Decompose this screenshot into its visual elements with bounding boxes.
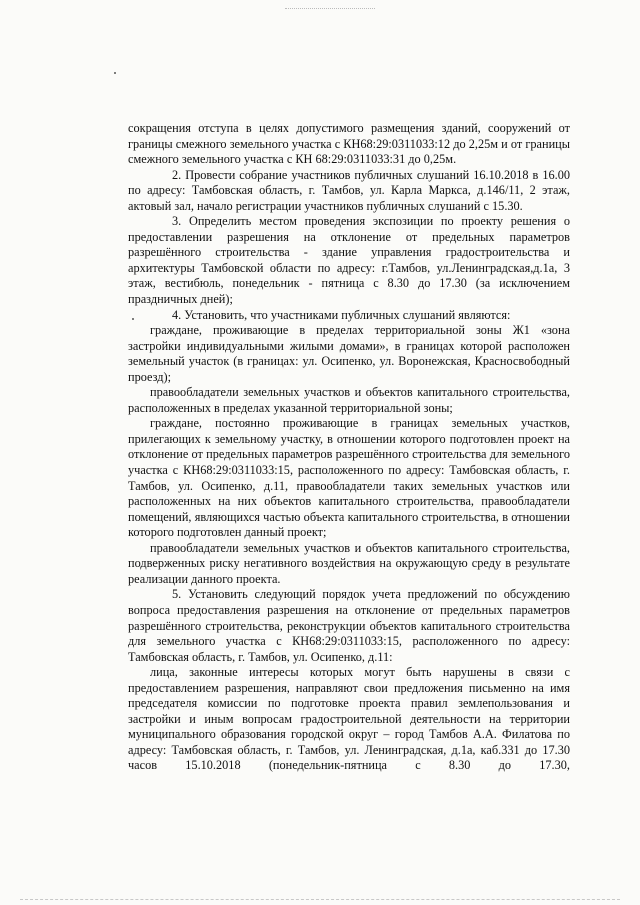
- paragraph-participants-adjacent: граждане, постоянно проживающие в границах земельных участков, прилегающих к земельному участку, в отношении которого подготовлен проект на отклонение от предельных параметров разрешённого строительства для земельного участка с КН68:29:0311033:15, расположенного по адресу: Тамбовская область, г. Тамбов, ул. Осипенко, д.11, правообладатели таких земельных участков или расположенных на них объектов капитального строительства, правообладатели помещений, являющихся частью объекта капитального строительства, в отношении которого подготовлен данный проект;: [128, 416, 570, 540]
- document-body: [128, 121, 570, 774]
- paragraph-item-3: 3. Определить местом проведения экспозиции по проекту решения о предоставлении разрешения на отклонение от предельных параметров разрешённого строительства - здание управления градостроительства и архитектуры Тамбовской области по адресу: г.Тамбов, ул.Ленинградская,д.1а, 3 этаж, вестибюль, понедельник - пятница с 8.30 до 17.30 (за исключением праздничных дней);: [128, 214, 570, 307]
- paragraph-participants-risk: правообладатели земельных участков и объектов капитального строительства, подверженных риску негативного воздействия на окружающую среду в результате реализации данного проекта.: [128, 540, 570, 586]
- paragraph-item-5: 5. Установить следующий порядок учета предложений по обсуждению вопроса предоставления разрешения на отклонение от предельных параметров разрешённого строительства, реконструкции объектов капитального строительства для земельного участка с КН68:29:0311033:15, расположенного по адресу: Тамбовская область, г. Тамбов, ул. Осипенко, д.11:: [128, 587, 570, 664]
- paragraph-participants-owners: правообладатели земельных участков и объектов капитального строительства, расположенных в пределах указанной территориальной зоны;: [128, 385, 570, 415]
- paragraph-continuation: сокращения отступа в целях допустимого размещения зданий, сооружений от границы смежного земельного участка с КН68:29:0311033:12 до 2,25м и от границы смежного земельного участка с КН 68:29:0311033:31 до 0,25м.: [128, 121, 570, 167]
- paragraph-item-2: 2. Провести собрание участников публичных слушаний 16.10.2018 в 16.00 по адресу: Тамбовская область, г. Тамбов, ул. Карла Маркса, д.146/11, 2 этаж, актовый зал, начало регистрации участников публичных слушаний с 15.30.: [128, 167, 570, 213]
- paragraph-proposals-procedure: лица, законные интересы которых могут быть нарушены в связи с предоставлением разрешения, направляют свои предложения письменно на имя председателя комиссии по подготовке проекта правил землепользования и застройки и иным вопросам градостроительной деятельности на территории муниципального образования городской округ – город Тамбов А.А. Филатова по адресу: Тамбовская область, г. Тамбов, ул. Ленинградская, д.1а, каб.331 до 17.30 часов 15.10.2018 (понедельник-пятница с 8.30 до 17.30,: [128, 665, 570, 773]
- scan-speck: [114, 72, 116, 74]
- scan-header-mark: [285, 8, 375, 15]
- paragraph-participants-residents: граждане, проживающие в пределах территориальной зоны Ж1 «зона застройки индивидуальными жилыми домами», в границах которой расположен земельный участок (в границах: ул. Осипенко, ул. Воронежская, Красносвободный проезд);: [128, 323, 570, 384]
- scan-bottom-edge: [20, 899, 620, 900]
- paragraph-item-4: 4. Установить, что участниками публичных слушаний являются:: [172, 307, 511, 322]
